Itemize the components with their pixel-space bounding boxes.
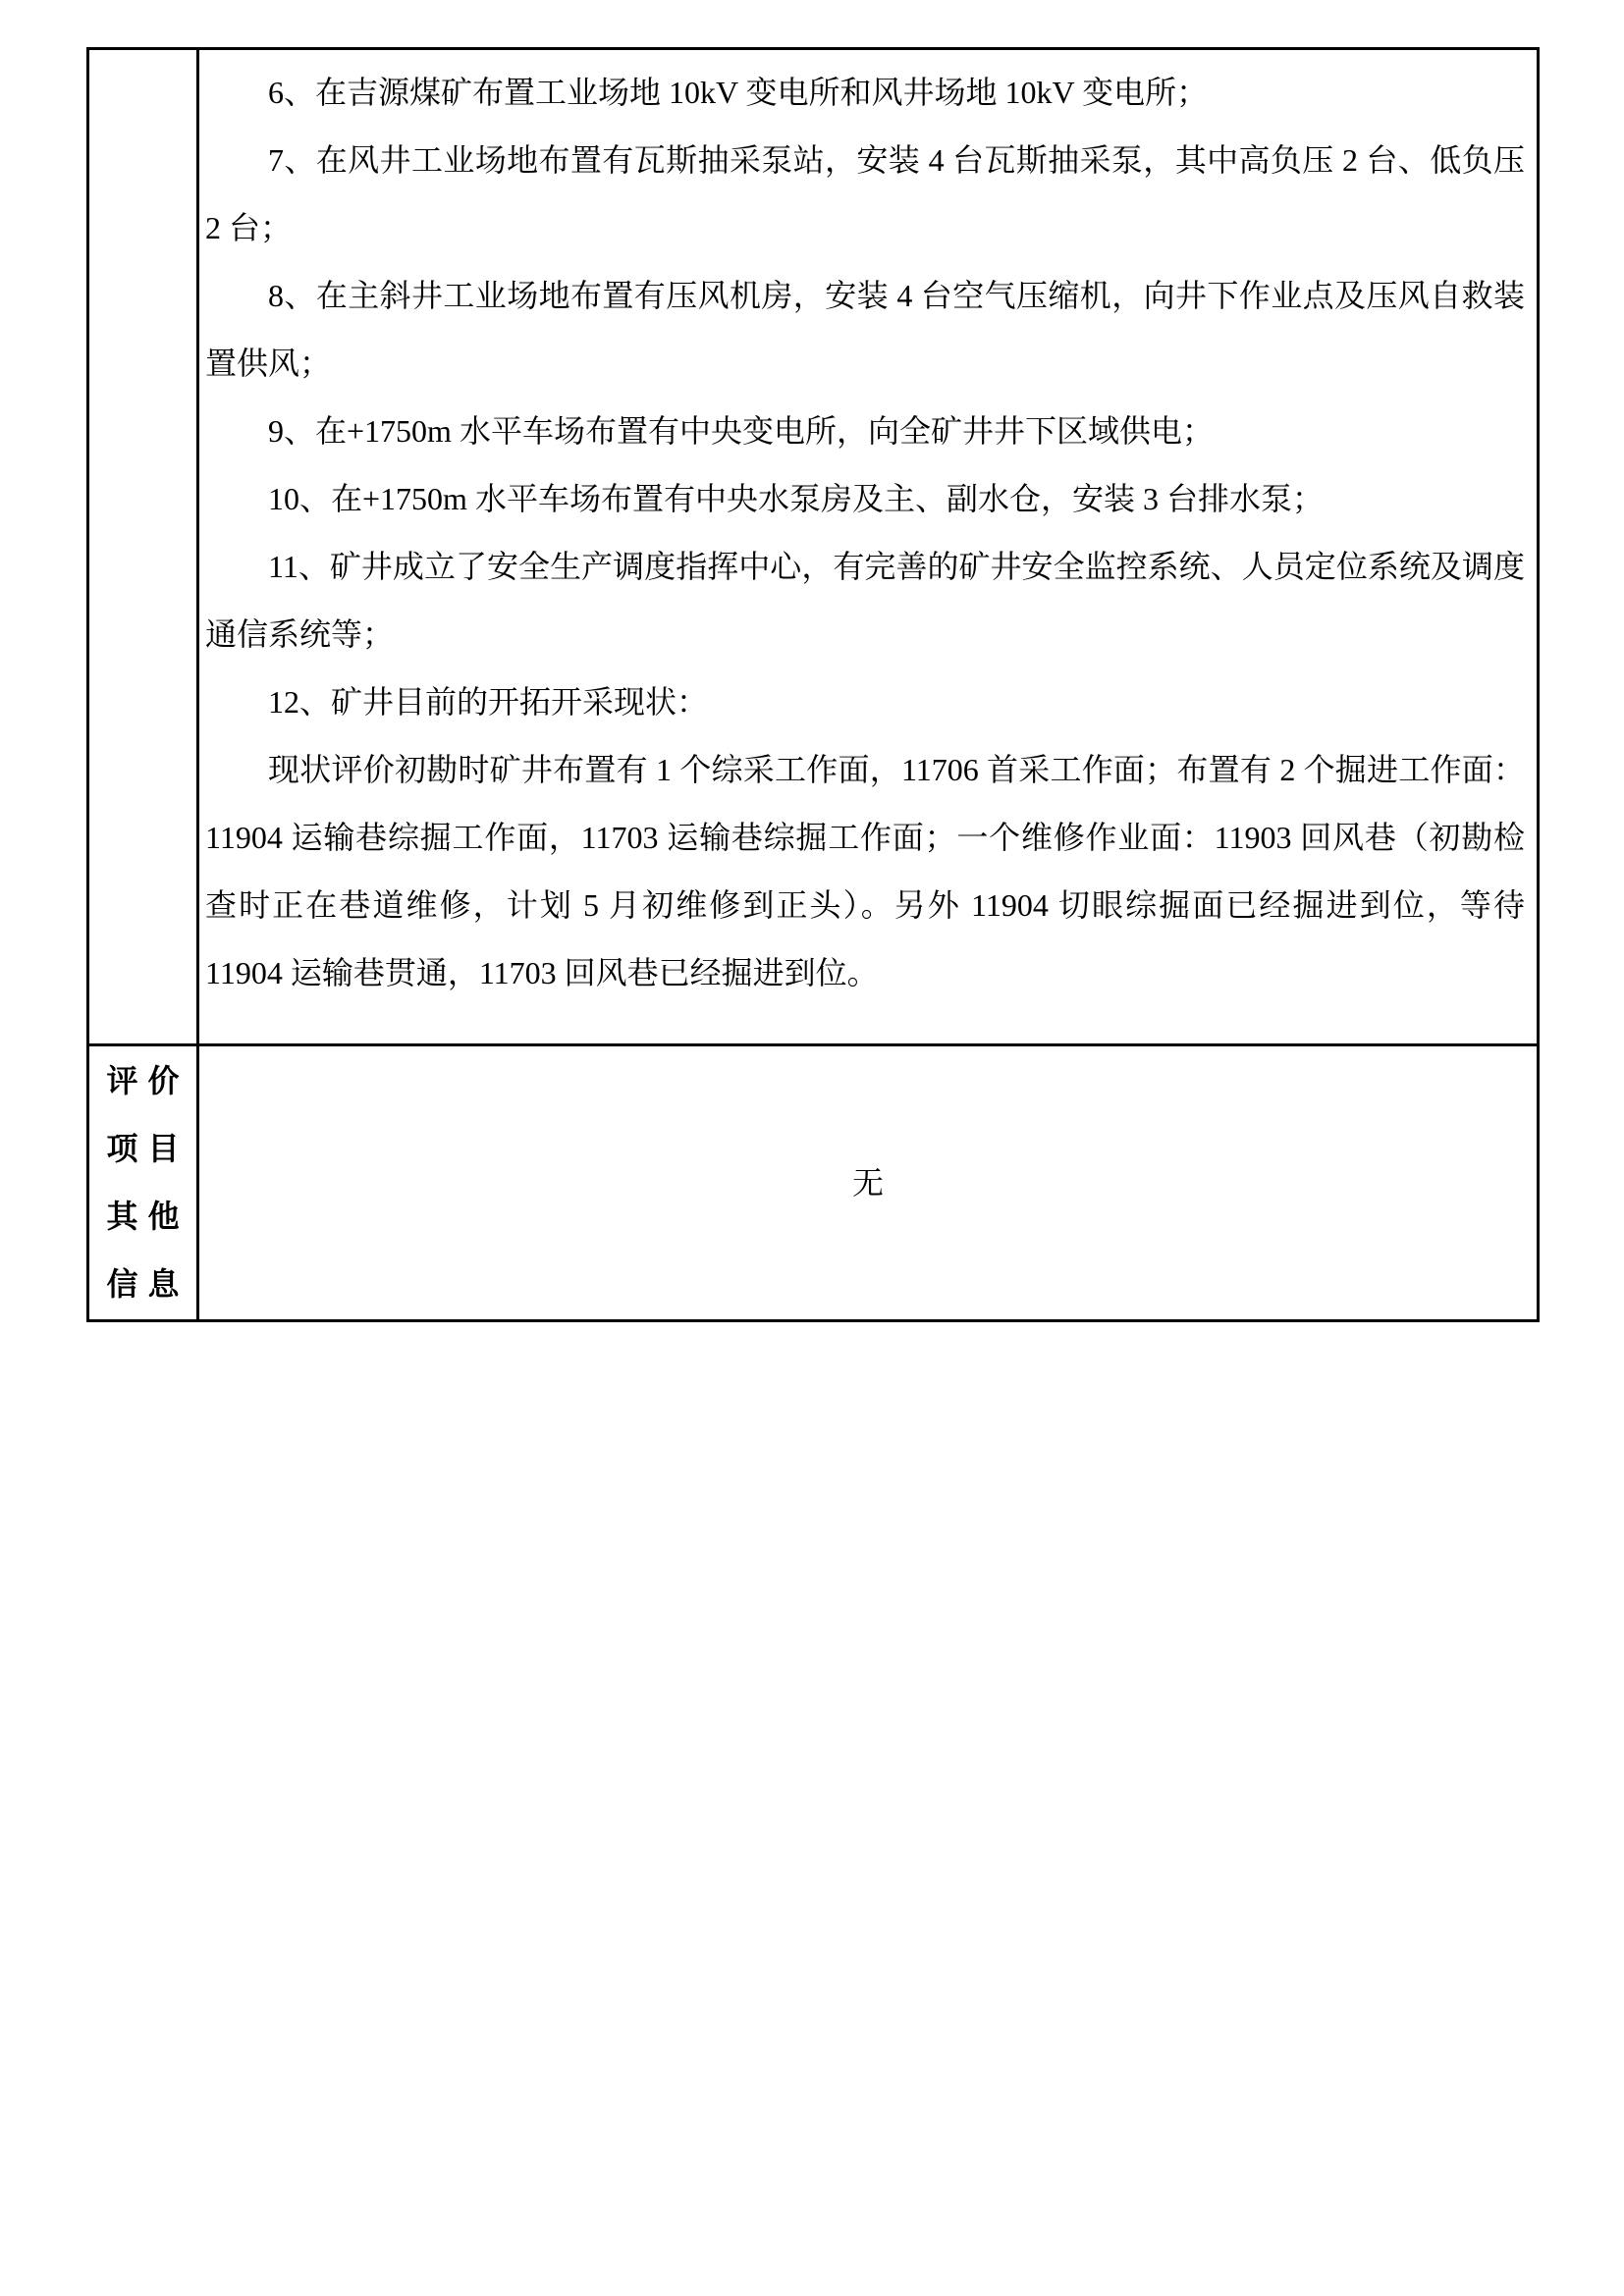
content-cell [199, 50, 1537, 1043]
paragraph-item-11: 11、矿井成立了安全生产调度指挥中心，有完善的矿井安全监控系统、人员定位系统及调度通信系统等； [205, 549, 1525, 652]
row-header-cell [89, 1046, 199, 1319]
table-row-other-info [89, 1046, 1537, 1319]
row-header-char: 信 [106, 1266, 138, 1302]
row-header-char: 项 [106, 1131, 138, 1166]
evaluation-table [86, 47, 1540, 1322]
row-header-line [89, 1251, 196, 1318]
paragraph-item-8: 8、在主斜井工业场地布置有压风机房，安装 4 台空气压缩机，向井下作业点及压风自救装置供风； [205, 278, 1525, 381]
row-header-line [89, 1183, 196, 1251]
row-header-line [89, 1047, 196, 1115]
paragraph-item-12: 12、矿井目前的开拓开采现状： [268, 684, 709, 720]
row-header-char: 价 [147, 1063, 180, 1098]
other-info-value: 无 [851, 1164, 884, 1201]
table-row-content [89, 50, 1537, 1046]
other-info-value-cell [199, 1046, 1537, 1319]
paragraph-item-6: 6、在吉源煤矿布置工业场地 10kV 变电所和风井场地 10kV 变电所； [268, 75, 1209, 110]
paragraph-item-7: 7、在风井工业场地布置有瓦斯抽采泵站，安装 4 台瓦斯抽采泵，其中高负压 2 台、低负压 2 台； [205, 142, 1525, 245]
row-header-char: 评 [106, 1063, 138, 1098]
row-header-char: 目 [147, 1131, 180, 1166]
row-header-line [89, 1115, 196, 1183]
paragraph-item-9: 9、在+1750m 水平车场布置有中央变电所，向全矿井井下区域供电； [268, 413, 1214, 449]
paragraph-current-status: 现状评价初勘时矿井布置有 1 个综采工作面，11706 首采工作面；布置有 2 个掘进工作面：11904 运输巷综掘工作面，11703 运输巷综掘工作面；一个维修作业面：11903 回风巷（初勘检查时正在巷道维修，计划 5 月初维修到正头）。另外 11904 切眼综掘面已经掘进到位，等待 11904 运输巷贯通，11703 回风巷已经掘进到位。 [205, 752, 1525, 990]
row-header-char: 息 [147, 1266, 180, 1302]
row-header-char: 他 [147, 1199, 180, 1234]
row-header-char: 其 [106, 1199, 138, 1234]
paragraph-item-10: 10、在+1750m 水平车场布置有中央水泵房及主、副水仓，安装 3 台排水泵； [268, 481, 1324, 516]
row-header-cell-empty [89, 50, 199, 1043]
